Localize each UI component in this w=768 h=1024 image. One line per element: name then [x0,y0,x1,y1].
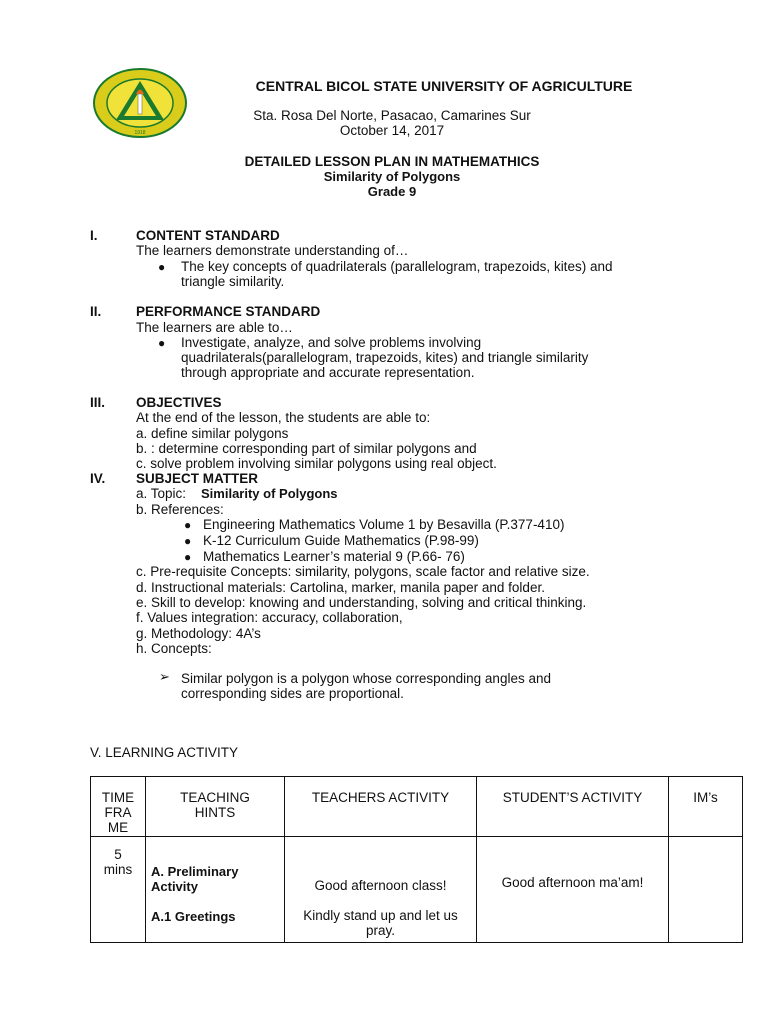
objective-item: a. define similar polygons [136,426,289,441]
values-integration: f. Values integration: accuracy, collaboration, [136,610,403,625]
cell-students-activity: Good afternoon ma’am! [477,837,669,943]
objectives-intro: At the end of the lesson, the students are able to: [136,410,431,425]
column-header-ims: IM’s [669,777,743,837]
column-header-teaching-hints: TEACHING HINTS [146,777,285,837]
address: Sta. Rosa Del Norte, Pasacao, Camarines Sur [253,108,531,123]
topic-label: a. Topic: [136,486,187,501]
plan-title: DETAILED LESSON PLAN IN MATHEMATHICS [244,154,540,169]
instructional-materials: d. Instructional materials: Cartolina, marker, manila paper and folder. [136,580,545,595]
column-header-students-activity: STUDENT’S ACTIVITY [477,777,669,837]
column-header-time: TIME FRA ME [91,777,146,837]
table-row [91,837,743,943]
bullet-text: through appropriate and accurate representation. [181,365,475,380]
section-title: CONTENT STANDARD [136,228,280,243]
skill-to-develop: e. Skill to develop: knowing and understanding, solving and critical thinking. [136,595,587,610]
column-header-teachers-activity: TEACHERS ACTIVITY [285,777,477,837]
arrow-bullet-icon: ➢ [159,669,170,684]
reference-item: Mathematics Learner’s material 9 (P.66- 76) [203,549,465,564]
section-title: PERFORMANCE STANDARD [136,304,321,319]
objective-item: b. : determine corresponding part of similar polygons and [136,441,477,456]
section-number: IV. [90,471,106,486]
section-number: II. [90,304,102,319]
objective-item: c. solve problem involving similar polygons using real object. [136,456,497,471]
reference-item: K-12 Curriculum Guide Mathematics (P.98-99) [203,533,479,548]
bullet-text: Investigate, analyze, and solve problems involving [181,335,482,350]
cell-time: 5 mins [91,837,146,943]
section-number: I. [90,228,98,243]
bullet-text: quadrilaterals(parallelogram, trapezoids, kites) and triangle similarity [181,350,589,365]
section-title: SUBJECT MATTER [136,471,259,486]
cell-teachers-activity: Good afternoon class! Kindly stand up and let us pray. [285,837,477,943]
prerequisite-concepts: c. Pre-requisite Concepts: similarity, polygons, scale factor and relative size. [136,564,590,579]
section-intro: The learners demonstrate understanding of… [136,243,409,258]
learning-activity-table [90,776,743,943]
section-intro: The learners are able to… [136,320,293,335]
bullet-icon: ● [184,534,192,548]
date: October 14, 2017 [339,123,445,138]
reference-item: Engineering Mathematics Volume 1 by Besavilla (P.377-410) [203,517,565,532]
section-number: III. [90,395,106,410]
bullet-text: The key concepts of quadrilaterals (parallelogram, trapezoids, kites) and [181,259,613,274]
references-label: b. References: [136,502,224,517]
bullet-icon: ● [158,336,166,350]
cell-ims [669,837,743,943]
learning-activity-heading: V. LEARNING ACTIVITY [90,745,239,760]
bullet-icon: ● [184,518,192,532]
bullet-text: triangle similarity. [181,274,285,289]
seal-year: 1918 [134,130,146,136]
topic-title: Similarity of Polygons [323,169,461,184]
concept-text: Similar polygon is a polygon whose corresponding angles and [181,671,551,686]
concepts-label: h. Concepts: [136,641,212,656]
cell-teaching-hints: A. Preliminary Activity A.1 Greetings [146,837,285,943]
methodology: g. Methodology: 4A’s [136,626,261,641]
table-header-row [91,777,743,837]
topic-value: Similarity of Polygons [201,486,338,501]
bullet-icon: ● [184,550,192,564]
section-title: OBJECTIVES [136,395,222,410]
university-name: CENTRAL BICOL STATE UNIVERSITY OF AGRICULTURE [255,78,633,94]
bullet-icon: ● [158,260,166,274]
grade: Grade 9 [367,184,417,199]
concept-text: corresponding sides are proportional. [181,686,404,701]
